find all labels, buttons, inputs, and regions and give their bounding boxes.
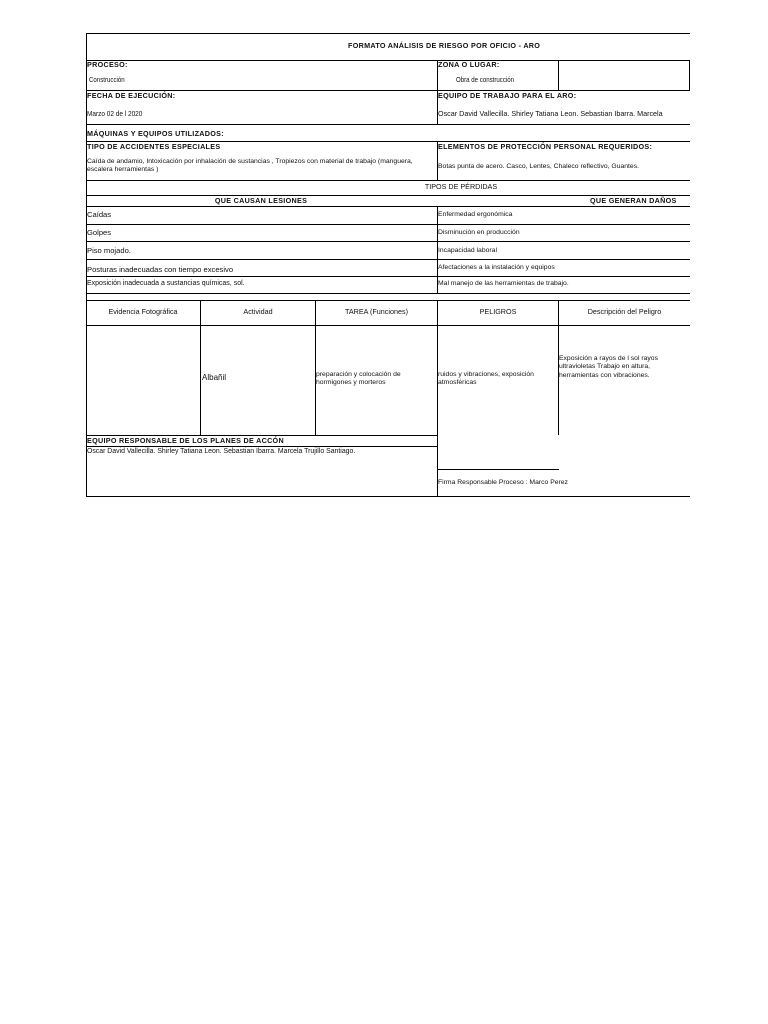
divider bbox=[86, 90, 690, 91]
lesion-item: Posturas inadecuadas con tiempo excesivo bbox=[87, 265, 234, 274]
divider bbox=[86, 124, 690, 125]
fecha-label: FECHA DE EJECUCIÓN: bbox=[87, 91, 176, 100]
actividad-value: Albañil bbox=[202, 373, 227, 382]
proceso-label: PROCESO: bbox=[87, 60, 128, 69]
col-header: TAREA (Funciones) bbox=[345, 307, 408, 316]
lesion-item: Exposición inadecuada a sustancias químicas, sol. bbox=[87, 280, 245, 287]
divider bbox=[86, 293, 690, 294]
border-top bbox=[86, 33, 690, 34]
signature-line bbox=[438, 469, 559, 470]
zona-label: ZONA O LUGAR: bbox=[438, 60, 500, 69]
proceso-value: Construcción bbox=[89, 75, 125, 84]
divider bbox=[437, 300, 438, 497]
firma-responsable: Firma Responsable Proceso : Marco Perez bbox=[438, 479, 568, 486]
aro-form bbox=[86, 33, 690, 497]
danos-header: QUE GENERAN DAÑOS bbox=[590, 196, 677, 205]
lesion-item: Golpes bbox=[87, 228, 112, 237]
lesiones-header: QUE CAUSAN LESIONES bbox=[214, 196, 308, 205]
divider bbox=[86, 206, 690, 207]
divider bbox=[86, 60, 690, 61]
col-header: PELIGROS bbox=[479, 307, 517, 316]
divider bbox=[558, 60, 559, 90]
divider bbox=[86, 241, 690, 242]
fecha-value: Marzo 02 de l 2020 bbox=[87, 109, 143, 118]
divider bbox=[86, 446, 438, 447]
zona-value: Obra de construcción bbox=[456, 75, 515, 84]
dano-item: Enfermedad ergonómica bbox=[438, 211, 513, 218]
col-header: Descripción del Peligro bbox=[587, 307, 662, 316]
dano-item: Mal manejo de las herramientas de trabajo. bbox=[438, 280, 569, 287]
lesion-item: Caídas bbox=[87, 210, 112, 219]
epp-value: Botas punta de acero. Casco, Lentes, Chaleco reflectivo, Guantes. bbox=[438, 163, 640, 170]
col-header: Actividad bbox=[243, 307, 273, 316]
divider bbox=[86, 259, 690, 260]
col-header: Evidencia Fotográfica bbox=[108, 307, 178, 316]
responsable-value: Oscar David Vallecilla. Shirley Tatiana Leon. Sebastian Ibarra. Marcela Trujillo Santiago. bbox=[87, 448, 356, 455]
divider bbox=[200, 300, 201, 435]
equipo-trabajo-label: EQUIPO DE TRABAJO PARA EL ARO: bbox=[438, 91, 577, 100]
dano-item: Disminución en producción bbox=[438, 229, 520, 236]
accidentes-value: Caída de andamio, Intoxicación por inhalación de sustancias , Tropiezos con material de trabajo (manguera, escalera herramientas ) bbox=[87, 158, 413, 174]
dano-item: Afectaciones a la instalación y equipos bbox=[438, 264, 555, 271]
form-title: FORMATO ANÁLISIS DE RIESGO POR OFICIO - ARO bbox=[348, 41, 541, 50]
tarea-value: preparación y colocación de hormigones y morteros bbox=[316, 371, 401, 387]
descripcion-value: Exposición a rayos de l sol rayos ultravioletas Trabajo en altura, herramientas con vibraciones. bbox=[559, 355, 658, 379]
border-bottom bbox=[86, 496, 690, 497]
epp-label: ELEMENTOS DE PROTECCIÓN PERSONAL REQUERIDOS: bbox=[438, 142, 653, 151]
divider bbox=[86, 325, 690, 326]
accidentes-label: TIPO DE ACCIDENTES ESPECIALES bbox=[87, 142, 221, 151]
perdidas-title: TIPOS DE PÉRDIDAS bbox=[424, 182, 498, 191]
divider bbox=[86, 180, 690, 181]
peligros-value: ruidos y vibraciones, exposición atmosféricas bbox=[438, 371, 534, 387]
divider bbox=[689, 60, 690, 90]
maquinas-label: MÁQUINAS Y EQUIPOS UTILIZADOS: bbox=[87, 129, 224, 138]
dano-item: Incapacidad laboral bbox=[438, 247, 497, 254]
lesion-item: Piso mojado. bbox=[87, 246, 131, 255]
divider bbox=[86, 276, 690, 277]
responsable-label: EQUIPO RESPONSABLE DE LOS PLANES DE ACCÓN bbox=[87, 436, 284, 445]
divider bbox=[315, 300, 316, 435]
divider bbox=[86, 224, 690, 225]
divider bbox=[86, 300, 690, 301]
equipo-trabajo-value: Oscar David Vallecilla. Shirley Tatiana Leon. Sebastian Ibarra. Marcela bbox=[438, 110, 663, 118]
